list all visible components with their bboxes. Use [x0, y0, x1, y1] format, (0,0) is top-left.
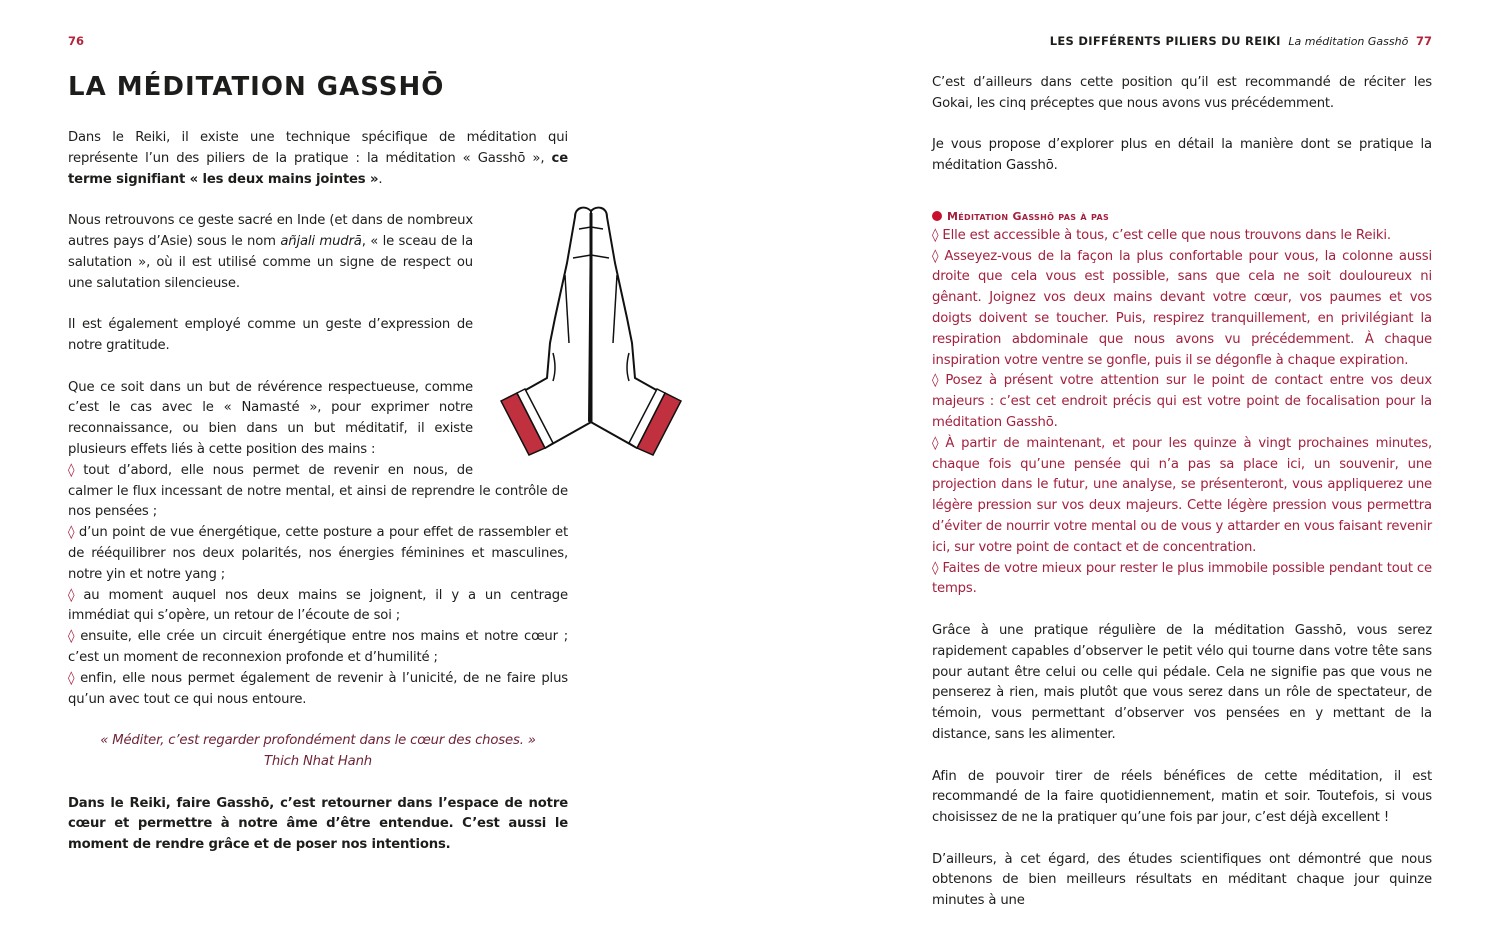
step-text: Posez à présent votre attention sur le point de contact entre vos deux majeurs : c’est cet endroit précis qui est votre point de focalisation pour la méditation Gasshō. — [932, 373, 1432, 430]
diamond-icon: ◊ — [932, 560, 939, 576]
paragraph-daily: Afin de pouvoir tirer de réels bénéfices de cette méditation, il est recommandé de la faire quotidiennement, matin et soir. Toutefois, si vous choisissez de ne la pratiquer qu’une fois par jour, c’est déjà excellent ! — [932, 768, 1432, 826]
diamond-icon: ◊ — [68, 670, 75, 686]
list-item-text: d’un point de vue énergétique, cette posture a pour effet de rassembler et de rééquilibrer nos deux polarités, nos énergies féminines et masculines, notre yin et notre yang ; — [68, 525, 568, 582]
p2-italic: añjali mudrā — [280, 233, 362, 249]
paragraph-explore: Je vous propose d’explorer plus en détail la manière dont se pratique la méditation Gasshō. — [932, 137, 1432, 174]
paragraph-practice: Grâce à une pratique régulière de la méditation Gasshō, vous serez rapidement capables d’observer le petit vélo qui tourne dans votre tête sans pour autant être celui ou celle qui pédale. Cela ne signifie pas que vous ne penserez à rien, mais plutôt que vous serez dans un rôle de spectateur, de témoin, vous permettant d’observer vos pensées en y mettant de la distance, sans les alimenter. — [932, 622, 1432, 742]
step-text: À partir de maintenant, et pour les quinze à vingt prochaines minutes, chaque fois qu’une pensée qui n’a pas sa place ici, un souvenir, une projection dans le futur, une analyse, se présenteront, vous appliquerez une légère pression sur vos deux majeurs. Cette légère pression vous permettra d’éviter de nourrir votre mental ou de vous y attarder en vous faisant revenir ici, sur votre point de contact et de concentration. — [932, 435, 1432, 555]
left-column — [68, 128, 568, 877]
step-item — [932, 434, 1432, 559]
intro-end: . — [378, 171, 383, 187]
list-item — [68, 669, 568, 711]
quote — [68, 731, 568, 773]
intro-text: Dans le Reiki, il existe une technique spécifique de méditation qui représente l’un des piliers de la pratique : la méditation « Gasshō », — [68, 130, 568, 166]
p2-a: Nous retrouvons ce geste sacré en Inde (et dans de nombreux autres pays d’Asie) sous le nom — [68, 213, 473, 249]
diamond-icon: ◊ — [932, 248, 939, 264]
diamond-icon: ◊ — [68, 587, 75, 603]
intro-bold: ce terme signifiant « les deux mains jointes » — [68, 150, 568, 187]
p2-b: , « le sceau de la salutation », où il est utilisé comme un signe de respect ou une salutation silencieuse. — [68, 233, 474, 291]
list-item-text: au moment auquel nos deux mains se joignent, il y a un centrage immédiat qui s’opère, un retour de l’écoute de soi ; — [68, 587, 568, 624]
praying-hands-illustration — [495, 203, 687, 458]
step-text: Asseyez-vous de la façon la plus confortable pour vous, la colonne aussi droite que cela vous est possible, sans que cela ne soit douloureux ni gênant. Joignez vos deux mains devant votre cœur, vos paumes et vos doigts doivent se toucher. Puis, respirez tranquillement, en privilégiant la respiration abdominale que nous avons vu précédemment. À chaque inspiration votre ventre se gonfle, puis il se dégonfle à chaque expiration. — [932, 248, 1432, 368]
list-item — [68, 523, 568, 585]
intro-paragraph — [68, 128, 568, 190]
effects-list — [68, 461, 568, 711]
step-text: Elle est accessible à tous, c’est celle que nous trouvons dans le Reiki. — [942, 227, 1391, 243]
list-item — [68, 461, 568, 523]
page-title: LA MÉDITATION GASSHŌ — [68, 72, 445, 102]
closing-bold — [68, 794, 568, 856]
list-item-text: ensuite, elle crée un circuit énergétique entre nos mains et notre cœur ; c’est un moment de reconnexion profonde et d’humilité ; — [68, 629, 568, 665]
page-number-left: 76 — [68, 34, 85, 48]
diamond-icon: ◊ — [68, 525, 75, 541]
step-item — [932, 226, 1432, 247]
diamond-icon: ◊ — [68, 629, 75, 645]
closing-bold-text: Dans le Reiki, faire Gasshō, c’est retourner dans l’espace de notre cœur et permettre à notre âme d’être entendue. C’est aussi le moment de rendre grâce et de poser nos intentions. — [68, 795, 568, 853]
running-head-subtitle: La méditation Gasshō — [1288, 35, 1409, 48]
paragraph-gratitude: Il est également employé comme un geste d’expression de notre gratitude. — [68, 317, 473, 353]
bullet-dot-icon — [932, 211, 942, 221]
step-box — [932, 198, 1432, 600]
quote-text: « Méditer, c’est regarder profondément dans le cœur des choses. » — [100, 733, 536, 749]
list-item — [68, 586, 568, 628]
paragraph-gokai: C’est d’ailleurs dans cette position qu’il est recommandé de réciter les Gokai, les cinq préceptes que nous avons vus précédemment. — [932, 75, 1432, 111]
diamond-icon: ◊ — [932, 227, 939, 243]
paragraph-effects: Que ce soit dans un but de révérence respectueuse, comme c’est le cas avec le « Namasté », pour exprimer notre reconnaissance, ou bien dans un but méditatif, il existe plusieurs effets liés à cette position des mains : — [68, 379, 473, 457]
step-item — [932, 559, 1432, 601]
right-column — [932, 73, 1432, 933]
quote-author: Thich Nhat Hanh — [263, 753, 372, 769]
step-item — [932, 371, 1432, 433]
step-box-title-text: Méditation Gasshō pas à pas — [947, 209, 1110, 223]
list-item-text: enfin, elle nous permet également de revenir à l’unicité, de ne faire plus qu’un avec tout ce qui nous entoure. — [68, 670, 568, 707]
diamond-icon: ◊ — [932, 435, 939, 451]
list-item-text: tout d’abord, elle nous permet de revenir en nous, de calmer le flux incessant de notre mental, et ainsi de reprendre le contrôle de nos pensées ; — [68, 462, 568, 520]
step-item — [932, 247, 1432, 372]
step-text: Faites de votre mieux pour rester le plus immobile possible pendant tout ce temps. — [932, 560, 1432, 597]
diamond-icon: ◊ — [932, 373, 939, 389]
list-item — [68, 627, 568, 669]
running-head-section: LES DIFFÉRENTS PILIERS DU REIKI — [1049, 34, 1281, 48]
page-number-right: 77 — [1415, 34, 1432, 48]
diamond-icon: ◊ — [68, 462, 75, 478]
step-box-title — [932, 208, 1432, 226]
running-head — [1050, 34, 1432, 48]
paragraph-studies: D’ailleurs, à cet égard, des études scientifiques ont démontré que nous obtenons de bien meilleurs résultats en méditant chaque jour quinze minutes à une — [932, 851, 1432, 909]
